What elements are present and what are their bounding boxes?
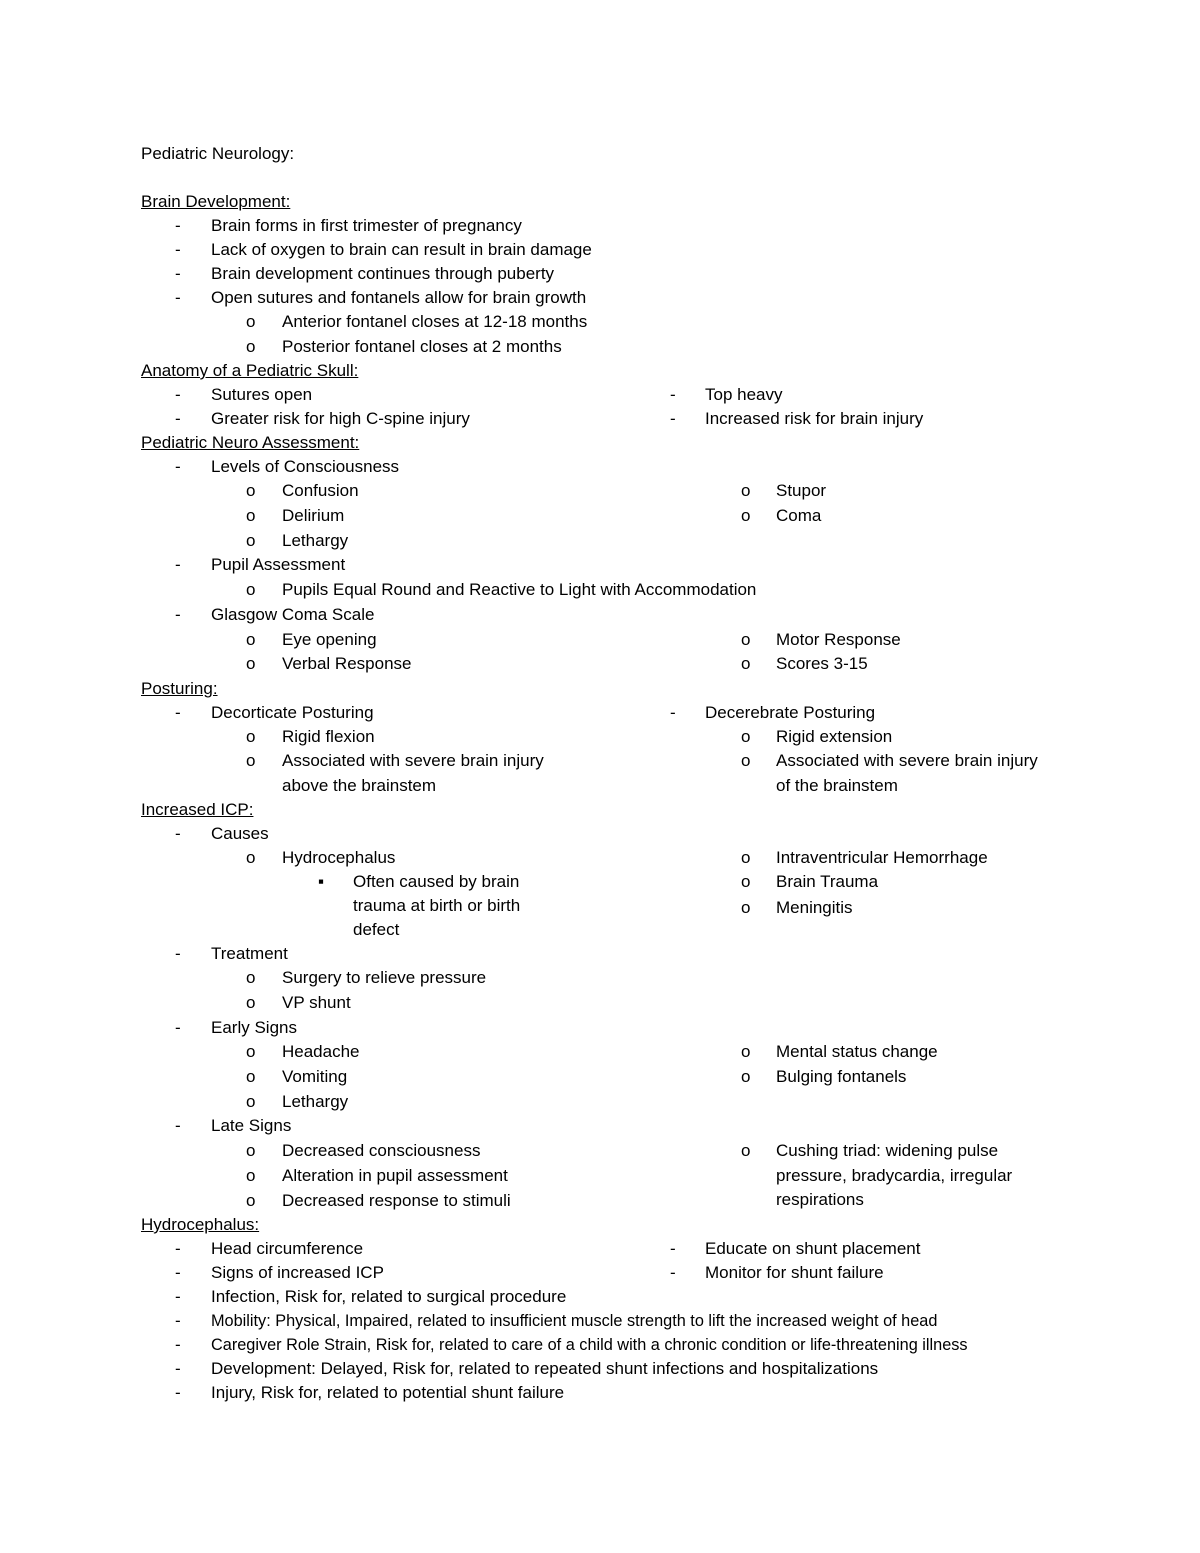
sub-list-item-continued: pressure, bradycardia, irregular xyxy=(776,1166,1013,1185)
sub-list-item: Coma xyxy=(776,506,822,525)
section-heading-icp: Increased ICP: xyxy=(141,800,254,819)
sub-list-item: Delirium xyxy=(282,506,345,525)
sub-list-item: Associated with severe brain injury xyxy=(282,751,544,770)
sub-list-item: Decreased consciousness xyxy=(282,1141,481,1160)
dash-bullet: - xyxy=(670,1263,676,1282)
sub-list-item: Headache xyxy=(282,1042,360,1061)
page-title: Pediatric Neurology: xyxy=(141,144,295,163)
circle-bullet: o xyxy=(741,872,751,891)
dash-bullet: - xyxy=(175,288,181,307)
list-item: Late Signs xyxy=(211,1116,292,1135)
list-item: Brain forms in first trimester of pregnancy xyxy=(211,216,522,235)
circle-bullet: o xyxy=(741,751,751,770)
sub-list-item: Associated with severe brain injury xyxy=(776,751,1038,770)
sub-list-item: Decreased response to stimuli xyxy=(282,1191,511,1210)
sub-sub-list-item-continued: defect xyxy=(353,920,400,939)
circle-bullet: o xyxy=(741,848,751,867)
list-item: Educate on shunt placement xyxy=(705,1239,921,1258)
circle-bullet: o xyxy=(246,580,256,599)
sub-list-item: Vomiting xyxy=(282,1067,348,1086)
list-item: Causes xyxy=(211,824,269,843)
sub-list-item-continued: of the brainstem xyxy=(776,776,898,795)
sub-list-item: Brain Trauma xyxy=(776,872,879,891)
circle-bullet: o xyxy=(246,1067,256,1086)
sub-list-item: Mental status change xyxy=(776,1042,938,1061)
dash-bullet: - xyxy=(175,1263,181,1282)
circle-bullet: o xyxy=(246,312,256,331)
list-item: Increased risk for brain injury xyxy=(705,409,924,428)
sub-list-item: Lethargy xyxy=(282,1092,349,1111)
circle-bullet: o xyxy=(246,1141,256,1160)
circle-bullet: o xyxy=(246,751,256,770)
circle-bullet: o xyxy=(246,531,256,550)
dash-bullet: - xyxy=(670,409,676,428)
list-item: Development: Delayed, Risk for, related to repeated shunt infections and hospitalizations xyxy=(211,1359,879,1378)
sub-list-item: Motor Response xyxy=(776,630,901,649)
sub-list-item: Pupils Equal Round and Reactive to Light with Accommodation xyxy=(282,580,757,599)
sub-list-item: Meningitis xyxy=(776,898,853,917)
circle-bullet: o xyxy=(246,993,256,1012)
circle-bullet: o xyxy=(246,1042,256,1061)
circle-bullet: o xyxy=(741,654,751,673)
dash-bullet: - xyxy=(175,264,181,283)
sub-sub-list-item: Often caused by brain xyxy=(353,872,520,891)
list-item: Levels of Consciousness xyxy=(211,457,400,476)
circle-bullet: o xyxy=(741,1141,751,1160)
circle-bullet: o xyxy=(741,1042,751,1061)
dash-bullet: - xyxy=(670,703,676,722)
list-item: Mobility: Physical, Impaired, related to insufficient muscle strength to lift the increased weight of head xyxy=(211,1312,938,1330)
circle-bullet: o xyxy=(741,898,751,917)
section-heading-skull: Anatomy of a Pediatric Skull: xyxy=(141,361,359,380)
dash-bullet: - xyxy=(175,1239,181,1258)
list-item: Open sutures and fontanels allow for brain growth xyxy=(211,288,587,307)
section-heading-posturing: Posturing: xyxy=(141,679,218,698)
list-item: Injury, Risk for, related to potential shunt failure xyxy=(211,1383,565,1402)
dash-bullet: - xyxy=(175,1335,181,1354)
dash-bullet: - xyxy=(670,1239,676,1258)
dash-bullet: - xyxy=(175,1359,181,1378)
dash-bullet: - xyxy=(175,385,181,404)
circle-bullet: o xyxy=(246,481,256,500)
dash-bullet: - xyxy=(175,240,181,259)
circle-bullet: o xyxy=(246,654,256,673)
list-item: Infection, Risk for, related to surgical procedure xyxy=(211,1287,567,1306)
sub-list-item: Rigid extension xyxy=(776,727,893,746)
list-item: Brain development continues through puberty xyxy=(211,264,555,283)
circle-bullet: o xyxy=(246,1191,256,1210)
list-item: Greater risk for high C-spine injury xyxy=(211,409,470,428)
sub-sub-list-item-continued: trauma at birth or birth xyxy=(353,896,521,915)
list-item: Decorticate Posturing xyxy=(211,703,374,722)
dash-bullet: - xyxy=(175,824,181,843)
sub-list-item: Scores 3-15 xyxy=(776,654,868,673)
sub-list-item: Confusion xyxy=(282,481,359,500)
list-item: Signs of increased ICP xyxy=(211,1263,384,1282)
dash-bullet: - xyxy=(175,703,181,722)
sub-list-item: Stupor xyxy=(776,481,827,500)
circle-bullet: o xyxy=(246,968,256,987)
list-item: Early Signs xyxy=(211,1018,297,1037)
circle-bullet: o xyxy=(741,630,751,649)
sub-list-item: Bulging fontanels xyxy=(776,1067,907,1086)
list-item: Lack of oxygen to brain can result in brain damage xyxy=(211,240,592,259)
sub-list-item: Surgery to relieve pressure xyxy=(282,968,487,987)
list-item: Pupil Assessment xyxy=(211,555,346,574)
circle-bullet: o xyxy=(246,1166,256,1185)
dash-bullet: - xyxy=(175,1383,181,1402)
sub-list-item: Eye opening xyxy=(282,630,377,649)
section-heading-hydrocephalus: Hydrocephalus: xyxy=(141,1215,260,1234)
square-bullet: ▪ xyxy=(318,872,325,891)
list-item: Glasgow Coma Scale xyxy=(211,605,375,624)
dash-bullet: - xyxy=(175,457,181,476)
list-item: Head circumference xyxy=(211,1239,364,1258)
list-item: Treatment xyxy=(211,944,288,963)
section-heading-brain-development: Brain Development: xyxy=(141,192,291,211)
sub-list-item: VP shunt xyxy=(282,993,351,1012)
list-item: Top heavy xyxy=(705,385,783,404)
dash-bullet: - xyxy=(175,409,181,428)
circle-bullet: o xyxy=(246,1092,256,1111)
dash-bullet: - xyxy=(175,1311,181,1330)
circle-bullet: o xyxy=(246,727,256,746)
circle-bullet: o xyxy=(741,1067,751,1086)
sub-list-item: Lethargy xyxy=(282,531,349,550)
dash-bullet: - xyxy=(175,944,181,963)
sub-list-item: Intraventricular Hemorrhage xyxy=(776,848,988,867)
sub-list-item: Rigid flexion xyxy=(282,727,375,746)
circle-bullet: o xyxy=(741,727,751,746)
circle-bullet: o xyxy=(246,506,256,525)
circle-bullet: o xyxy=(246,848,256,867)
sub-list-item: Cushing triad: widening pulse xyxy=(776,1141,999,1160)
list-item: Caregiver Role Strain, Risk for, related to care of a child with a chronic condition or life-threatening illness xyxy=(211,1336,968,1354)
dash-bullet: - xyxy=(175,1116,181,1135)
list-item: Sutures open xyxy=(211,385,313,404)
sub-list-item: Verbal Response xyxy=(282,654,412,673)
list-item: Monitor for shunt failure xyxy=(705,1263,884,1282)
dash-bullet: - xyxy=(175,1018,181,1037)
sub-list-item: Hydrocephalus xyxy=(282,848,396,867)
sub-list-item-continued: above the brainstem xyxy=(282,776,437,795)
sub-list-item: Anterior fontanel closes at 12-18 months xyxy=(282,312,588,331)
dash-bullet: - xyxy=(670,385,676,404)
circle-bullet: o xyxy=(741,506,751,525)
dash-bullet: - xyxy=(175,555,181,574)
dash-bullet: - xyxy=(175,216,181,235)
circle-bullet: o xyxy=(246,630,256,649)
circle-bullet: o xyxy=(741,481,751,500)
dash-bullet: - xyxy=(175,605,181,624)
circle-bullet: o xyxy=(246,337,256,356)
dash-bullet: - xyxy=(175,1287,181,1306)
sub-list-item: Posterior fontanel closes at 2 months xyxy=(282,337,562,356)
section-heading-assessment: Pediatric Neuro Assessment: xyxy=(141,433,360,452)
sub-list-item-continued: respirations xyxy=(776,1190,864,1209)
list-item: Decerebrate Posturing xyxy=(705,703,876,722)
sub-list-item: Alteration in pupil assessment xyxy=(282,1166,508,1185)
